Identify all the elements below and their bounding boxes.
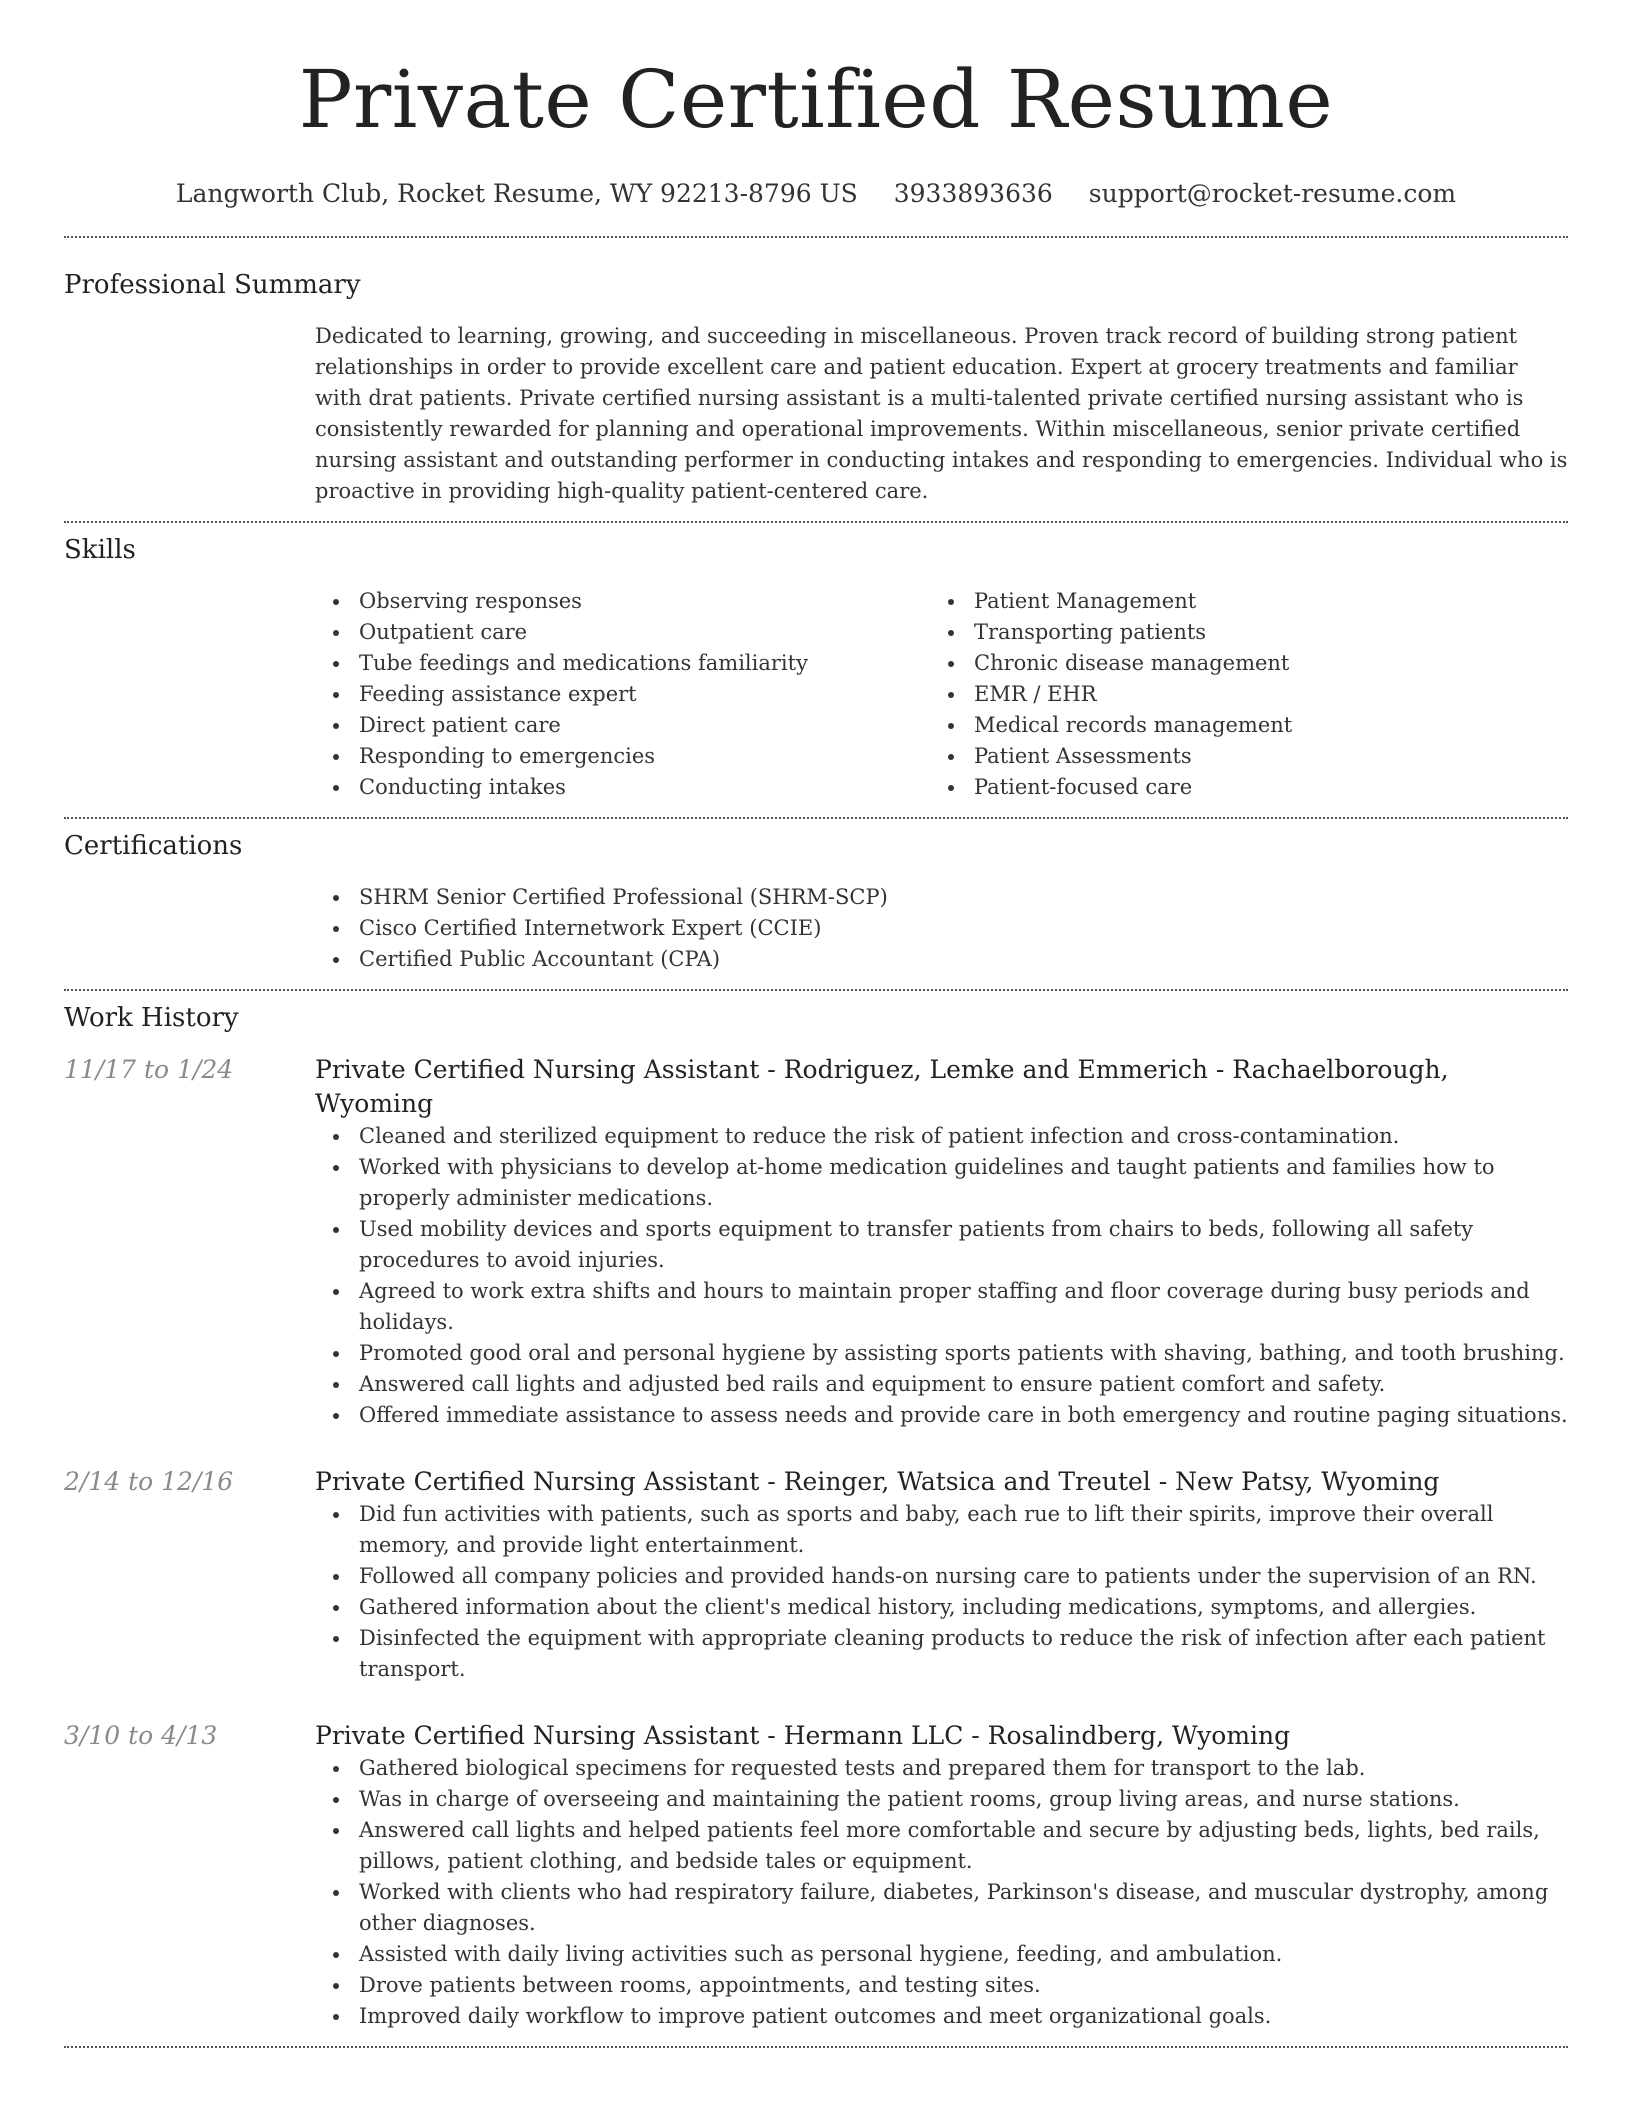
- job-dates: 3/10 to 4/13: [64, 1721, 218, 1750]
- contact-address: Langworth Club, Rocket Resume, WY 92213-8796 US: [175, 179, 858, 208]
- skill-item: Tube feedings and medications familiarity: [315, 648, 930, 679]
- job-dates: 2/14 to 12/16: [64, 1467, 234, 1496]
- skill-item: EMR / EHR: [930, 679, 1545, 710]
- job-bullet: Did fun activities with patients, such as sports and baby, each rue to lift their spirits, improve their overall memory, and provide light entertainment.: [315, 1499, 1568, 1561]
- job-bullets: [315, 1753, 1568, 2032]
- certification-item: Cisco Certified Internetwork Expert (CCIE): [315, 913, 1568, 944]
- job-bullet: Drove patients between rooms, appointments, and testing sites.: [315, 1970, 1568, 2001]
- resume-page: [64, 0, 1568, 2048]
- work-history-title: Work History: [64, 1003, 239, 1033]
- contact-email: support@rocket-resume.com: [1088, 179, 1457, 208]
- job-bullet: Worked with clients who had respiratory failure, diabetes, Parkinson's disease, and muscular dystrophy, among other diagnoses.: [315, 1877, 1568, 1939]
- job-bullet: Promoted good oral and personal hygiene by assisting sports patients with shaving, bathing, and tooth brushing.: [315, 1338, 1568, 1369]
- skill-item: Direct patient care: [315, 710, 930, 741]
- job-title: Private Certified Nursing Assistant - Hermann LLC - Rosalindberg, Wyoming: [315, 1721, 1291, 1750]
- job-bullet: Assisted with daily living activities such as personal hygiene, feeding, and ambulation.: [315, 1939, 1568, 1970]
- summary-title: Professional Summary: [64, 270, 361, 300]
- job-bullet: Gathered information about the client's medical history, including medications, symptoms, and allergies.: [315, 1592, 1568, 1623]
- certifications-content: [315, 882, 1568, 975]
- skill-item: Responding to emergencies: [315, 741, 930, 772]
- certification-item: Certified Public Accountant (CPA): [315, 944, 1568, 975]
- job-body: [315, 1465, 1568, 1685]
- job-bullet: Was in charge of overseeing and maintaining the patient rooms, group living areas, and nurse stations.: [315, 1784, 1568, 1815]
- skill-item: Patient Management: [930, 586, 1545, 617]
- job-bullets: [315, 1499, 1568, 1685]
- summary-section: [64, 238, 1568, 507]
- job-entry: [64, 1465, 1568, 1685]
- job-bullet: Used mobility devices and sports equipment to transfer patients from chairs to beds, following all safety procedures to avoid injuries.: [315, 1214, 1568, 1276]
- skills-list-left: [315, 586, 930, 803]
- skill-item: Observing responses: [315, 586, 930, 617]
- skill-item: Transporting patients: [930, 617, 1545, 648]
- candidate-name: Private Certified Resume: [298, 53, 1334, 146]
- job-bullet: Agreed to work extra shifts and hours to maintain proper staffing and floor coverage during busy periods and holidays.: [315, 1276, 1568, 1338]
- job-entry: [64, 1719, 1568, 2032]
- job-title: Private Certified Nursing Assistant - Reinger, Watsica and Treutel - New Patsy, Wyoming: [315, 1467, 1440, 1496]
- skill-item: Chronic disease management: [930, 648, 1545, 679]
- skill-item: Feeding assistance expert: [315, 679, 930, 710]
- skill-item: Conducting intakes: [315, 772, 930, 803]
- summary-text: Dedicated to learning, growing, and succeeding in miscellaneous. Proven track record of building strong patient relationships in order to provide excellent care and patient education. Expert at grocery treatments and familiar with drat patients. Private certified nursing assistant is a multi-talented private certified nursing assistant who is consistently rewarded for planning and operational improvements. Within miscellaneous, senior private certified nursing assistant and outstanding performer in conducting intakes and responding to emergencies. Individual who is proactive in providing high-quality patient-centered care.: [315, 324, 1568, 503]
- certifications-section: [64, 819, 1568, 975]
- job-bullet: Offered immediate assistance to assess needs and provide care in both emergency and routine paging situations.: [315, 1400, 1568, 1431]
- certification-item: SHRM Senior Certified Professional (SHRM-SCP): [315, 882, 1568, 913]
- contact-line: [64, 178, 1568, 210]
- skills-columns: [315, 586, 1568, 803]
- certifications-list: [315, 882, 1568, 975]
- job-bullet: Answered call lights and helped patients feel more comfortable and secure by adjusting beds, lights, bed rails, pillows, patient clothing, and bedside tales or equipment.: [315, 1815, 1568, 1877]
- skill-item: Patient Assessments: [930, 741, 1545, 772]
- job-bullet: Worked with physicians to develop at-home medication guidelines and taught patients and families how to properly administer medications.: [315, 1152, 1568, 1214]
- job-bullet: Followed all company policies and provided hands-on nursing care to patients under the supervision of an RN.: [315, 1561, 1568, 1592]
- section-divider: [64, 2046, 1568, 2048]
- resume-header: [64, 0, 1568, 210]
- contact-phone: 3933893636: [893, 179, 1053, 208]
- job-title: Private Certified Nursing Assistant - Rodriguez, Lemke and Emmerich - Rachaelborough, Wyoming: [315, 1055, 1449, 1118]
- skills-list-right: [930, 586, 1545, 803]
- job-bullet: Disinfected the equipment with appropriate cleaning products to reduce the risk of infection after each patient transport.: [315, 1623, 1568, 1685]
- job-bullet: Answered call lights and adjusted bed rails and equipment to ensure patient comfort and safety.: [315, 1369, 1568, 1400]
- job-body: [315, 1719, 1568, 2032]
- skill-item: Outpatient care: [315, 617, 930, 648]
- job-bullet: Cleaned and sterilized equipment to reduce the risk of patient infection and cross-contamination.: [315, 1121, 1568, 1152]
- job-bullet: Gathered biological specimens for requested tests and prepared them for transport to the lab.: [315, 1753, 1568, 1784]
- skills-section: [64, 523, 1568, 803]
- certifications-title: Certifications: [64, 831, 243, 861]
- job-body: [315, 1053, 1568, 1431]
- skills-title: Skills: [64, 535, 136, 565]
- job-bullets: [315, 1121, 1568, 1431]
- job-dates: 11/17 to 1/24: [64, 1055, 234, 1084]
- skill-item: Medical records management: [930, 710, 1545, 741]
- skill-item: Patient-focused care: [930, 772, 1545, 803]
- work-history-section: [64, 991, 1568, 2032]
- job-entry: [64, 1053, 1568, 1431]
- job-bullet: Improved daily workflow to improve patient outcomes and meet organizational goals.: [315, 2001, 1568, 2032]
